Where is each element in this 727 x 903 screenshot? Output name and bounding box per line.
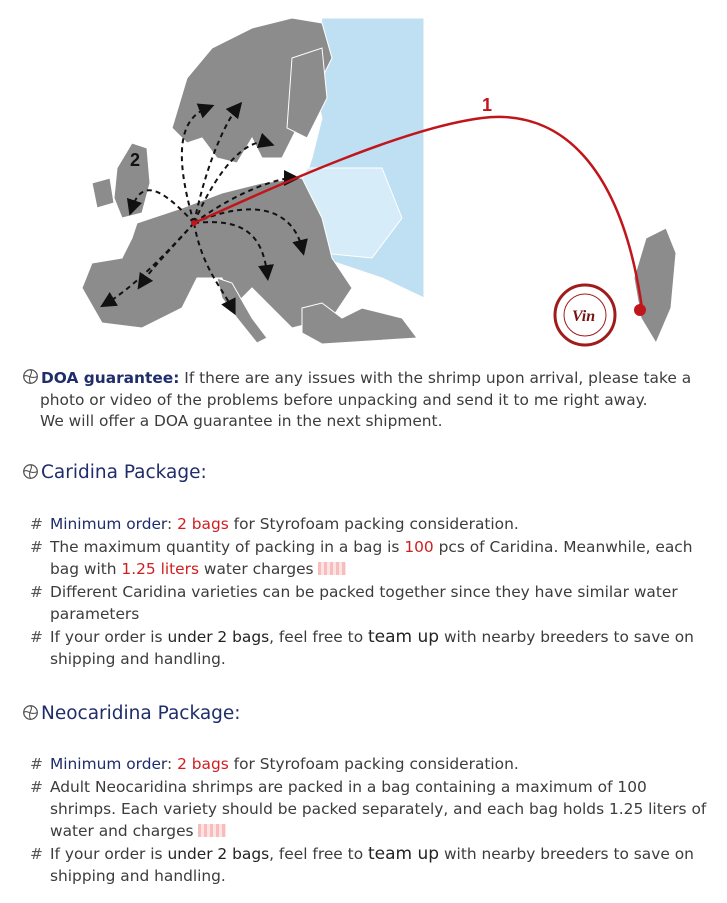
list-item: # If your order is under 2 bags, feel free to team up with nearby breeders to save on shipping and handling. <box>30 844 694 885</box>
shipping-route-map <box>22 18 596 344</box>
list-item: # Adult Neocaridina shrimps are packed in a bag containing a maximum of 100 shrimps. Each variety should be packed separately, and each bag holds 1.25 liters of water and charges <box>30 778 707 840</box>
doa-line3: We will offer a DOA guarantee in the next shipment. <box>40 412 443 430</box>
caridina-heading: Caridina Package: <box>22 462 207 483</box>
taiwan <box>634 228 676 343</box>
list-item: # The maximum quantity of packing in a bag is 100 pcs of Caridina. Meanwhile, each bag with 1.25 liters water charges <box>30 538 693 578</box>
route-label-1: 1 <box>482 95 493 115</box>
caridina-rules-list <box>30 513 707 671</box>
origin-taiwan-dot <box>634 304 646 316</box>
swirl-heading-icon <box>22 704 39 721</box>
logo-text: Vin <box>572 308 596 325</box>
destination-dot <box>191 220 197 226</box>
redacted-price <box>198 824 226 837</box>
list-item: # Minimum order: 2 bags for Styrofoam packing consideration. <box>30 515 519 533</box>
list-item: # Different Caridina varieties can be packed together since they have similar water parameters <box>30 583 678 623</box>
redacted-price <box>318 562 346 575</box>
swirl-heading-icon <box>22 463 39 480</box>
list-item: # Minimum order: 2 bags for Styrofoam packing consideration. <box>30 755 519 773</box>
doa-guarantee-paragraph <box>22 368 705 433</box>
doa-title: DOA guarantee: <box>41 369 180 387</box>
neocaridina-heading: Neocaridina Package: <box>22 703 241 724</box>
list-item: # If your order is under 2 bags, feel free to team up with nearby breeders to save on shipping and handling. <box>30 627 694 668</box>
neocaridina-rules-list <box>30 753 707 888</box>
doa-line2: photo or video of the problems before unpacking and send it to me right away. <box>40 390 648 409</box>
swirl-bullet-icon <box>22 368 39 385</box>
doa-line1: If there are any issues with the shrimp upon arrival, please take a <box>179 369 692 387</box>
vin-logo <box>555 285 615 345</box>
route-label-2: 2 <box>130 150 141 170</box>
